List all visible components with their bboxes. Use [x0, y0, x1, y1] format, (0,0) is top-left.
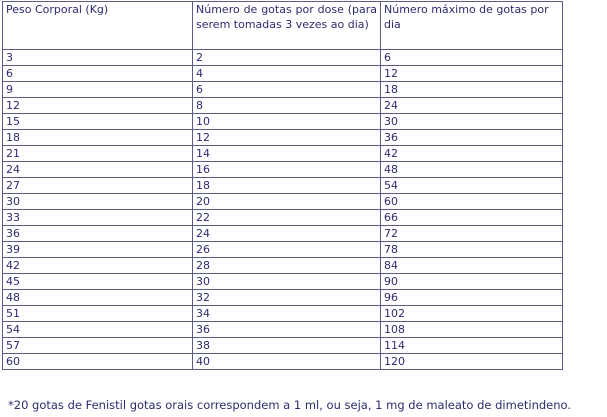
cell-body-weight: 30: [3, 194, 193, 210]
table-row: [3, 290, 563, 306]
cell-max-drops-per-day: 48: [381, 162, 563, 178]
cell-max-drops-per-day: 42: [381, 146, 563, 162]
footnote: *20 gotas de Fenistil gotas orais correspondem a 1 ml, ou seja, 1 mg de maleato de dimetindeno.: [8, 397, 572, 412]
cell-max-drops-per-day: 54: [381, 178, 563, 194]
cell-drops-per-dose: 14: [193, 146, 381, 162]
cell-max-drops-per-day: 66: [381, 210, 563, 226]
cell-drops-per-dose: 6: [193, 82, 381, 98]
cell-body-weight: 54: [3, 322, 193, 338]
table-row: [3, 274, 563, 290]
cell-max-drops-per-day: 96: [381, 290, 563, 306]
cell-drops-per-dose: 2: [193, 50, 381, 66]
cell-drops-per-dose: 32: [193, 290, 381, 306]
cell-max-drops-per-day: 24: [381, 98, 563, 114]
cell-drops-per-dose: 16: [193, 162, 381, 178]
cell-max-drops-per-day: 90: [381, 274, 563, 290]
table-row: [3, 50, 563, 66]
table-row: [3, 66, 563, 82]
table-row: [3, 178, 563, 194]
cell-drops-per-dose: 30: [193, 274, 381, 290]
cell-max-drops-per-day: 60: [381, 194, 563, 210]
table-row: [3, 226, 563, 242]
cell-max-drops-per-day: 108: [381, 322, 563, 338]
dosage-table: [2, 1, 563, 370]
cell-max-drops-per-day: 6: [381, 50, 563, 66]
cell-drops-per-dose: 26: [193, 242, 381, 258]
cell-drops-per-dose: 8: [193, 98, 381, 114]
cell-max-drops-per-day: 30: [381, 114, 563, 130]
cell-body-weight: 3: [3, 50, 193, 66]
cell-max-drops-per-day: 102: [381, 306, 563, 322]
cell-body-weight: 42: [3, 258, 193, 274]
dosage-table-body: [3, 50, 563, 370]
cell-body-weight: 27: [3, 178, 193, 194]
table-row: [3, 210, 563, 226]
cell-body-weight: 57: [3, 338, 193, 354]
cell-body-weight: 60: [3, 354, 193, 370]
cell-max-drops-per-day: 114: [381, 338, 563, 354]
cell-max-drops-per-day: 18: [381, 82, 563, 98]
header-drops-per-dose: Número de gotas por dose (para serem tomadas 3 vezes ao dia): [193, 2, 381, 50]
cell-drops-per-dose: 18: [193, 178, 381, 194]
dosage-table-header: [3, 2, 563, 50]
header-max-drops-per-day: Número máximo de gotas por dia: [381, 2, 563, 50]
cell-body-weight: 24: [3, 162, 193, 178]
cell-max-drops-per-day: 84: [381, 258, 563, 274]
cell-max-drops-per-day: 12: [381, 66, 563, 82]
cell-body-weight: 36: [3, 226, 193, 242]
cell-body-weight: 48: [3, 290, 193, 306]
cell-drops-per-dose: 20: [193, 194, 381, 210]
cell-drops-per-dose: 4: [193, 66, 381, 82]
table-row: [3, 306, 563, 322]
cell-body-weight: 15: [3, 114, 193, 130]
cell-drops-per-dose: 36: [193, 322, 381, 338]
cell-drops-per-dose: 38: [193, 338, 381, 354]
cell-body-weight: 39: [3, 242, 193, 258]
table-row: [3, 354, 563, 370]
cell-drops-per-dose: 24: [193, 226, 381, 242]
cell-body-weight: 18: [3, 130, 193, 146]
cell-body-weight: 33: [3, 210, 193, 226]
cell-body-weight: 12: [3, 98, 193, 114]
table-row: [3, 146, 563, 162]
table-row: [3, 258, 563, 274]
header-row: [3, 2, 563, 50]
table-row: [3, 82, 563, 98]
cell-body-weight: 21: [3, 146, 193, 162]
cell-drops-per-dose: 34: [193, 306, 381, 322]
cell-body-weight: 9: [3, 82, 193, 98]
table-row: [3, 194, 563, 210]
header-body-weight: Peso Corporal (Kg): [3, 2, 193, 50]
table-row: [3, 242, 563, 258]
table-row: [3, 322, 563, 338]
cell-body-weight: 6: [3, 66, 193, 82]
table-row: [3, 98, 563, 114]
cell-drops-per-dose: 40: [193, 354, 381, 370]
table-row: [3, 338, 563, 354]
cell-max-drops-per-day: 36: [381, 130, 563, 146]
cell-drops-per-dose: 10: [193, 114, 381, 130]
cell-max-drops-per-day: 72: [381, 226, 563, 242]
table-row: [3, 162, 563, 178]
cell-max-drops-per-day: 78: [381, 242, 563, 258]
cell-max-drops-per-day: 120: [381, 354, 563, 370]
table-row: [3, 130, 563, 146]
cell-drops-per-dose: 12: [193, 130, 381, 146]
cell-drops-per-dose: 28: [193, 258, 381, 274]
cell-drops-per-dose: 22: [193, 210, 381, 226]
cell-body-weight: 45: [3, 274, 193, 290]
cell-body-weight: 51: [3, 306, 193, 322]
table-row: [3, 114, 563, 130]
